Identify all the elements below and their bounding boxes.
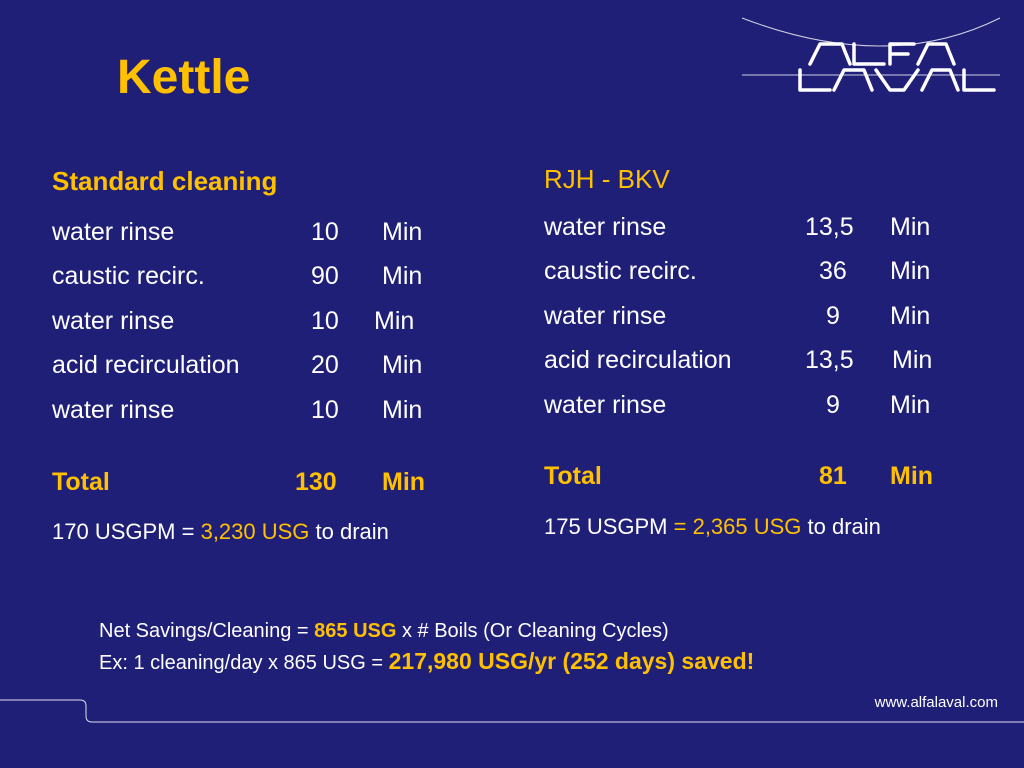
- net-savings-line: [99, 616, 754, 646]
- step-label: water rinse: [544, 391, 667, 419]
- step-label: caustic recirc.: [544, 257, 697, 285]
- total-value: 130: [295, 468, 337, 496]
- total-unit: Min: [890, 462, 934, 490]
- page-title: Kettle: [117, 51, 251, 104]
- example-result: 217,980 USG/yr (252 days) saved!: [388, 648, 755, 674]
- total-value: 81: [819, 462, 847, 490]
- net-savings-block: [99, 616, 754, 678]
- step-value: 13,5: [805, 346, 854, 374]
- rjh-bkv-heading: RJH - BKV: [544, 164, 670, 194]
- net-savings-prefix: Net Savings/Cleaning =: [99, 620, 315, 642]
- step-value: 20: [311, 351, 339, 379]
- step-unit: Min: [382, 351, 423, 379]
- drain-prefix: 175 USGPM: [544, 514, 674, 539]
- step-unit: Min: [890, 391, 931, 419]
- step-unit: Min: [890, 302, 931, 330]
- total-label: Total: [52, 468, 110, 496]
- step-value: 9: [826, 302, 840, 330]
- drain-summary: [52, 519, 389, 545]
- drain-equals: =: [673, 514, 693, 539]
- drain-amount: 2,365 USG: [692, 514, 802, 539]
- alfa-laval-logo: [738, 14, 1024, 104]
- step-unit: Min: [382, 396, 423, 424]
- example-prefix: Ex: 1 cleaning/day x 865 USG =: [99, 652, 389, 674]
- total-unit: Min: [382, 468, 426, 496]
- step-unit: Min: [890, 213, 931, 241]
- footer-url: www.alfalaval.com: [874, 694, 998, 711]
- step-label: water rinse: [544, 302, 667, 330]
- standard-cleaning-section: [52, 166, 472, 566]
- step-unit: Min: [892, 346, 933, 374]
- net-savings-amount: 865 USG: [314, 620, 397, 642]
- step-value: 13,5: [805, 213, 854, 241]
- step-label: water rinse: [544, 213, 667, 241]
- example-line: [99, 646, 754, 678]
- drain-summary: [544, 514, 881, 540]
- step-value: 10: [311, 396, 339, 424]
- step-label: water rinse: [52, 218, 175, 246]
- step-value: 10: [311, 218, 339, 246]
- drain-prefix: 170 USGPM =: [52, 519, 201, 544]
- step-unit: Min: [890, 257, 931, 285]
- standard-cleaning-heading: Standard cleaning: [52, 166, 278, 196]
- step-unit: Min: [382, 218, 423, 246]
- total-label: Total: [544, 462, 602, 490]
- footer-divider: [0, 690, 1024, 730]
- step-value: 90: [311, 262, 339, 290]
- drain-suffix: to drain: [801, 514, 881, 539]
- step-label: caustic recirc.: [52, 262, 205, 290]
- step-label: water rinse: [52, 307, 175, 335]
- step-label: acid recirculation: [52, 351, 240, 379]
- drain-amount: 3,230 USG: [200, 519, 310, 544]
- step-value: 36: [819, 257, 847, 285]
- rjh-bkv-section: [544, 164, 984, 564]
- step-unit: Min: [382, 262, 423, 290]
- step-unit: Min: [374, 307, 415, 335]
- net-savings-suffix: x # Boils (Or Cleaning Cycles): [396, 620, 669, 642]
- drain-suffix: to drain: [309, 519, 389, 544]
- step-label: water rinse: [52, 396, 175, 424]
- step-value: 10: [311, 307, 339, 335]
- step-label: acid recirculation: [544, 346, 732, 374]
- step-value: 9: [826, 391, 840, 419]
